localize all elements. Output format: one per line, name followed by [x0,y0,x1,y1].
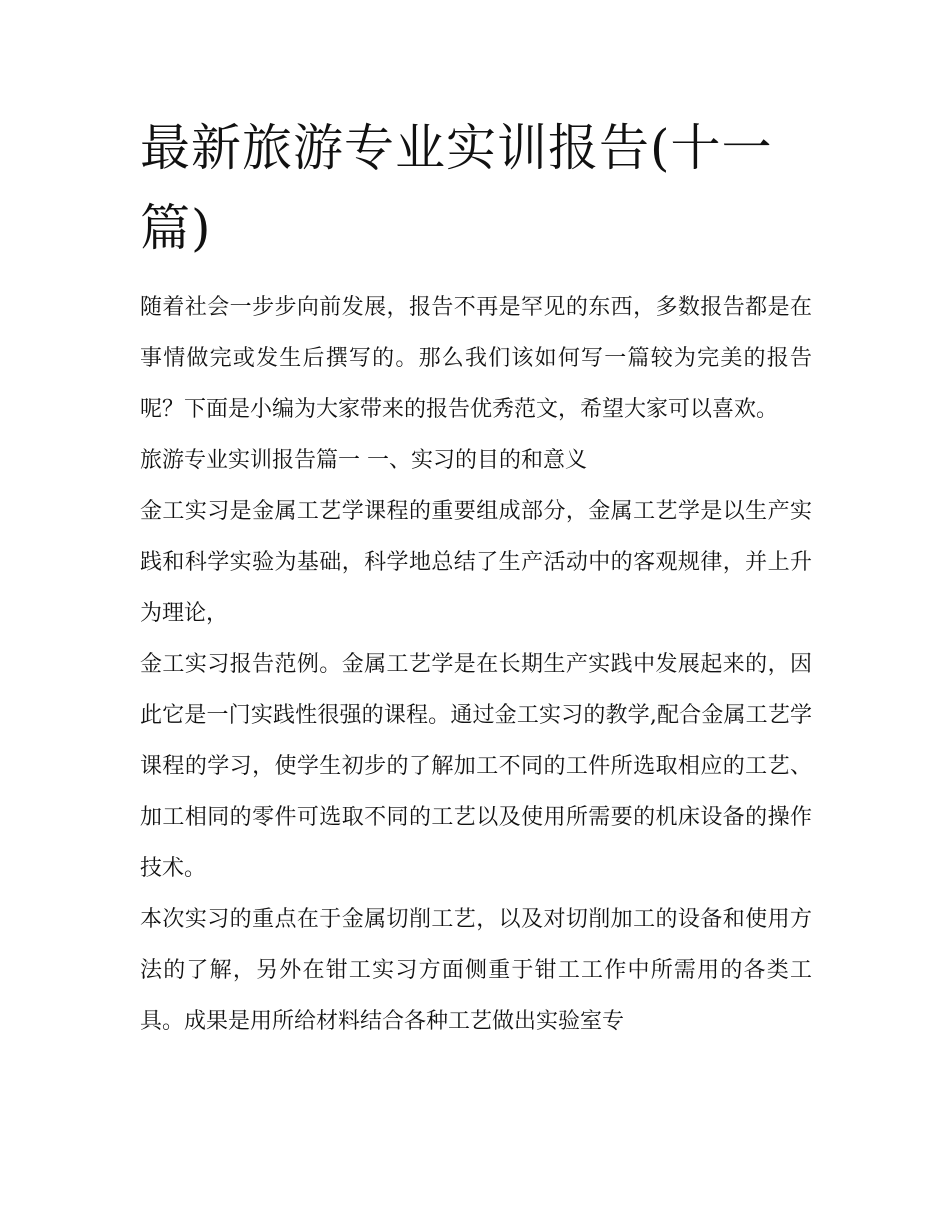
body-paragraph: 本次实习的重点在于金属切削工艺，以及对切削加工的设备和使用方法的了解，另外在钳工实习方面侧重于钳工工作中所需用的各类工具。成果是用所给材料结合各种工艺做出实验室专 [140,907,812,1034]
section-heading: 旅游专业实训报告篇一 一、实习的目的和意义 [140,448,587,473]
body-paragraph: 金工实习是金属工艺学课程的重要组成部分，金属工艺学是以生产实践和科学实验为基础，科学地总结了生产活动中的客观规律，并上升为理论， [140,499,812,626]
document-page [140,108,812,1047]
document-title: 最新旅游专业实训报告(十一篇) [140,119,773,257]
intro-paragraph: 随着社会一步步向前发展，报告不再是罕见的东西，多数报告都是在事情做完或发生后撰写的。那么我们该如何写一篇较为完美的报告呢？下面是小编为大家带来的报告优秀范文，希望大家可以喜欢。 [140,295,812,422]
body-paragraph: 金工实习报告范例。金属工艺学是在长期生产实践中发展起来的，因此它是一门实践性很强的课程。通过金工实习的教学,配合金属工艺学课程的学习，使学生初步的了解加工不同的工件所选取相应的工艺、加工相同的零件可选取不同的工艺以及使用所需要的机床设备的操作技术。 [140,652,812,881]
